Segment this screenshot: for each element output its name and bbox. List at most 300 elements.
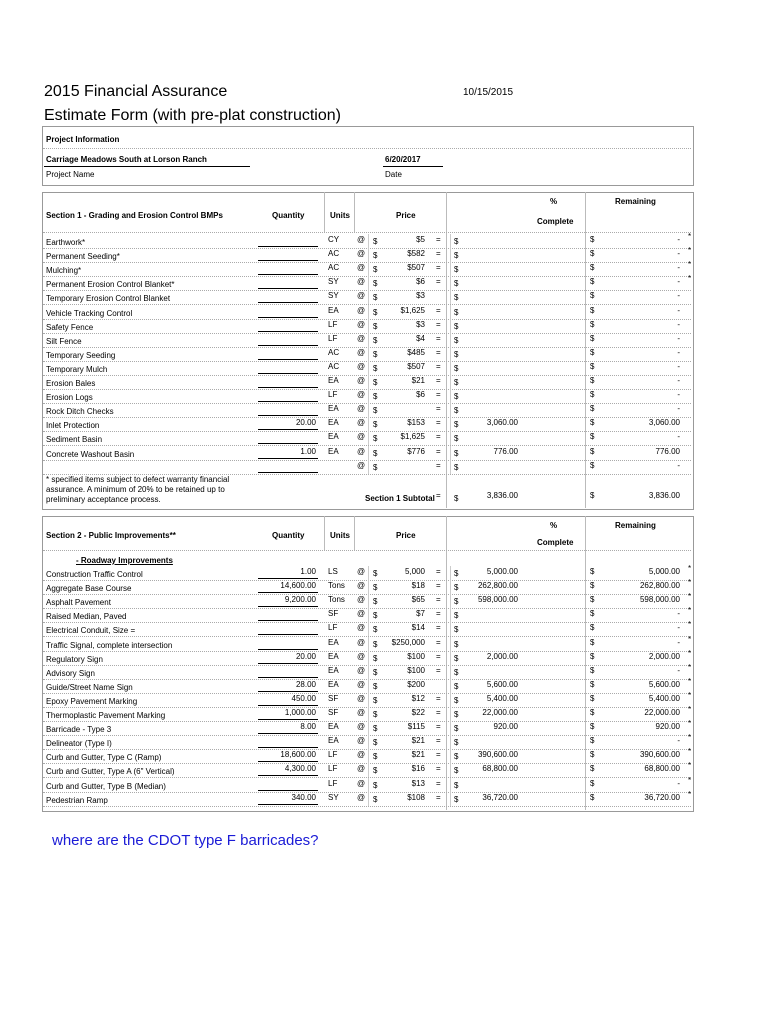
- table-row: [0, 431, 770, 445]
- warranty-star: *: [688, 232, 692, 241]
- remaining-dollar: $: [590, 722, 595, 732]
- remaining-cell: -: [677, 347, 680, 357]
- table-row: [0, 789, 770, 806]
- remaining-cell: -: [677, 623, 680, 633]
- price-cell: $3: [416, 291, 425, 301]
- column-divider: [368, 403, 369, 417]
- item-name: Inlet Protection: [46, 421, 100, 431]
- column-divider: [450, 305, 451, 319]
- quantity-underline: [258, 775, 318, 776]
- quantity-underline: [258, 691, 318, 692]
- quantity-underline: [258, 747, 318, 748]
- equals-sign: =: [436, 637, 441, 647]
- total-dollar: $: [454, 583, 459, 593]
- quantity-underline: [258, 761, 318, 762]
- at-symbol: @: [357, 361, 366, 371]
- section2-col-percent: %: [550, 521, 558, 530]
- price-dollar: $: [373, 462, 378, 472]
- price-cell: $485: [407, 347, 425, 357]
- column-divider: [368, 248, 369, 262]
- total-dollar: $: [454, 392, 459, 402]
- table-row: [0, 662, 770, 679]
- item-name: Temporary Erosion Control Blanket: [46, 294, 171, 304]
- quantity-underline: [258, 578, 318, 579]
- unit-cell: EA: [328, 637, 339, 647]
- item-name: Asphalt Pavement: [46, 598, 111, 608]
- at-symbol: @: [357, 567, 366, 576]
- remaining-cell: -: [677, 460, 680, 470]
- table-row: [0, 608, 770, 622]
- unit-cell: Tons: [328, 595, 345, 605]
- total-dollar: $: [454, 724, 459, 734]
- price-cell: $21: [411, 376, 425, 385]
- at-symbol: @: [357, 665, 366, 675]
- total-dollar: $: [454, 681, 459, 691]
- quantity-cell[interactable]: 20.00: [295, 651, 316, 661]
- column-divider: [450, 735, 451, 749]
- quantity-underline: [258, 649, 318, 650]
- price-cell: $5: [416, 235, 425, 244]
- total-cell: 5,600.00: [486, 679, 518, 689]
- table-row: [0, 594, 770, 608]
- item-name: Mulching*: [46, 266, 82, 276]
- remaining-cell: 920.00: [655, 722, 680, 732]
- at-symbol: @: [357, 693, 366, 703]
- quantity-underline: [258, 592, 318, 593]
- column-divider: [368, 622, 369, 636]
- remaining-cell: -: [677, 609, 680, 619]
- column-divider: [450, 361, 451, 375]
- warranty-star: *: [688, 620, 692, 630]
- column-divider: [368, 417, 369, 431]
- at-symbol: @: [357, 263, 366, 273]
- warranty-star: *: [688, 564, 692, 573]
- column-divider: [368, 735, 369, 749]
- price-dollar: $: [373, 569, 378, 578]
- unit-cell: SY: [328, 291, 339, 301]
- unit-cell: SF: [328, 693, 339, 703]
- column-divider: [450, 693, 451, 707]
- total-cell: 262,800.00: [477, 581, 518, 591]
- column-divider: [450, 262, 451, 276]
- column-divider: [368, 693, 369, 707]
- item-name: Vehicle Tracking Control: [46, 308, 133, 318]
- price-dollar: $: [373, 794, 378, 804]
- price-cell: $21: [411, 736, 425, 746]
- total-cell: 920.00: [493, 722, 518, 732]
- total-dollar: $: [454, 406, 459, 416]
- quantity-cell[interactable]: 1,000.00: [284, 708, 316, 717]
- section1-subtotal-dollar: $: [454, 494, 459, 503]
- at-symbol: @: [357, 595, 366, 605]
- quantity-cell[interactable]: 4,300.00: [284, 764, 316, 774]
- remaining-dollar: $: [590, 708, 595, 717]
- price-cell: $4: [416, 333, 425, 343]
- table-row: [0, 319, 770, 333]
- project-date-value[interactable]: 6/20/2017: [385, 155, 421, 164]
- price-dollar: $: [373, 766, 378, 776]
- price-cell: $14: [411, 623, 425, 633]
- equals-sign: =: [436, 249, 441, 259]
- unit-cell: EA: [328, 651, 339, 661]
- unit-cell: EA: [328, 376, 339, 385]
- unit-cell: EA: [328, 418, 339, 428]
- price-cell: $250,000: [391, 637, 425, 647]
- price-dollar: $: [373, 639, 378, 649]
- total-dollar: $: [454, 695, 459, 705]
- price-cell: $6: [416, 390, 425, 400]
- unit-cell: LS: [328, 567, 338, 576]
- total-cell: 5,000.00: [486, 567, 518, 576]
- column-divider: [368, 707, 369, 721]
- price-dollar: $: [373, 653, 378, 663]
- section1-col-quantity: Quantity: [272, 211, 305, 220]
- total-dollar: $: [454, 780, 459, 790]
- table-row: [0, 566, 770, 580]
- item-name: Temporary Seeding: [46, 350, 116, 360]
- column-divider: [368, 290, 369, 304]
- quantity-cell[interactable]: 450.00: [291, 693, 316, 703]
- at-symbol: @: [357, 623, 366, 633]
- table-row: [0, 648, 770, 665]
- remaining-cell: 36,720.00: [644, 792, 680, 802]
- quantity-underline: [258, 429, 318, 430]
- warranty-star: *: [688, 775, 692, 785]
- remaining-dollar: $: [590, 277, 595, 287]
- section1-col-units: Units: [330, 211, 350, 220]
- remaining-dollar: $: [590, 623, 595, 633]
- quantity-underline: [258, 373, 318, 374]
- item-name: Thermoplastic Pavement Marking: [46, 711, 166, 720]
- price-dollar: $: [373, 406, 378, 416]
- unit-cell: EA: [328, 404, 339, 414]
- table-row: [0, 735, 770, 749]
- price-dollar: $: [373, 392, 378, 402]
- unit-cell: AC: [328, 263, 340, 273]
- unit-cell: SY: [328, 277, 339, 287]
- price-dollar: $: [373, 681, 378, 691]
- item-name: Safety Fence: [46, 322, 94, 332]
- price-dollar: $: [373, 780, 378, 790]
- section1-footnote: * specified items subject to defect warranty financial assurance. A minimum of 20% to be retained up to preliminary acceptance process.: [46, 475, 230, 504]
- total-cell: 2,000.00: [486, 651, 518, 661]
- remaining-dollar: $: [590, 567, 595, 576]
- section2-title: Section 2 - Public Improvements**: [46, 531, 176, 540]
- price-dollar: $: [373, 448, 378, 458]
- unit-cell: LF: [328, 390, 338, 400]
- column-divider: [368, 721, 369, 735]
- remaining-cell: -: [677, 249, 680, 259]
- section2-col-remaining: Remaining: [615, 521, 656, 530]
- section1-col-price: Price: [396, 211, 416, 220]
- column-divider: [368, 594, 369, 608]
- total-cell: 776.00: [493, 446, 518, 456]
- equals-sign: =: [436, 333, 441, 343]
- remaining-dollar: $: [590, 736, 595, 746]
- price-dollar: $: [373, 378, 378, 387]
- section1-subtotal-value: 3,836.00: [486, 491, 518, 500]
- remaining-dollar: $: [590, 347, 595, 357]
- at-symbol: @: [357, 432, 366, 442]
- total-dollar: $: [454, 448, 459, 458]
- item-name: Permanent Erosion Control Blanket*: [46, 280, 175, 290]
- column-divider: [450, 749, 451, 763]
- remaining-cell: 5,600.00: [648, 679, 680, 689]
- project-date-label: Date: [385, 170, 402, 179]
- quantity-cell[interactable]: 1.00: [300, 446, 316, 456]
- quantity-cell[interactable]: 28.00: [295, 679, 316, 689]
- remaining-cell: -: [677, 637, 680, 647]
- project-name-value[interactable]: Carriage Meadows South at Lorson Ranch: [46, 155, 207, 164]
- item-name: Electrical Conduit, Size =: [46, 626, 136, 636]
- at-symbol: @: [357, 764, 366, 774]
- remaining-cell: -: [677, 390, 680, 400]
- column-divider: [368, 763, 369, 777]
- total-cell: 22,000.00: [482, 708, 518, 717]
- unit-cell: SF: [328, 708, 339, 717]
- remaining-cell: 262,800.00: [639, 581, 680, 591]
- equals-sign: =: [436, 736, 441, 746]
- column-divider: [368, 375, 369, 389]
- at-symbol: @: [357, 708, 366, 717]
- total-dollar: $: [454, 420, 459, 430]
- item-name: Silt Fence: [46, 336, 82, 346]
- quantity-underline: [258, 733, 318, 734]
- warranty-star: *: [688, 274, 692, 284]
- section1-subtotal-label: Section 1 Subtotal: [365, 494, 435, 503]
- table-row: [0, 763, 770, 777]
- remaining-dollar: $: [590, 693, 595, 703]
- at-symbol: @: [357, 418, 366, 428]
- quantity-underline: [258, 246, 318, 247]
- column-divider: [368, 778, 369, 792]
- item-name: Epoxy Pavement Marking: [46, 696, 138, 706]
- remaining-cell: 2,000.00: [648, 651, 680, 661]
- column-divider: [450, 403, 451, 417]
- at-symbol: @: [357, 679, 366, 689]
- table-row: [0, 446, 770, 460]
- quantity-cell[interactable]: 340.00: [291, 792, 316, 802]
- price-dollar: $: [373, 667, 378, 677]
- remaining-cell: -: [677, 277, 680, 287]
- remaining-cell: -: [677, 736, 680, 746]
- at-symbol: @: [357, 291, 366, 301]
- remaining-cell: 776.00: [655, 446, 680, 456]
- total-dollar: $: [454, 738, 459, 748]
- section1-col-percent: %: [550, 197, 558, 206]
- column-divider: [450, 594, 451, 608]
- remaining-cell: -: [677, 432, 680, 442]
- unit-cell: AC: [328, 249, 340, 259]
- quantity-underline: [258, 359, 318, 360]
- price-cell: $65: [411, 595, 425, 605]
- warranty-star: *: [688, 260, 692, 270]
- column-divider: [368, 305, 369, 319]
- remaining-cell: -: [677, 291, 680, 301]
- quantity-underline: [258, 606, 318, 607]
- remaining-cell: 3,060.00: [648, 418, 680, 428]
- quantity-underline: [258, 790, 318, 791]
- column-divider: [450, 665, 451, 679]
- equals-sign: =: [436, 581, 441, 591]
- price-cell: $108: [407, 792, 425, 802]
- price-dollar: $: [373, 349, 378, 359]
- equals-sign: =: [436, 764, 441, 774]
- remaining-dollar: $: [590, 665, 595, 675]
- remaining-dollar: $: [590, 235, 595, 244]
- price-cell: $582: [407, 249, 425, 259]
- table-row: [0, 634, 770, 651]
- total-dollar: $: [454, 363, 459, 373]
- column-divider: [368, 651, 369, 665]
- warranty-star: *: [688, 705, 692, 714]
- price-cell: $22: [411, 708, 425, 717]
- at-symbol: @: [357, 235, 366, 244]
- item-name: Rock Ditch Checks: [46, 407, 114, 417]
- at-symbol: @: [357, 637, 366, 647]
- price-cell: $3: [416, 319, 425, 329]
- remaining-cell: 68,800.00: [644, 764, 680, 774]
- price-dollar: $: [373, 335, 378, 345]
- equals-sign: =: [436, 319, 441, 329]
- remaining-dollar: $: [590, 333, 595, 343]
- total-cell: 3,060.00: [486, 418, 518, 428]
- form-date: 10/15/2015: [463, 87, 514, 98]
- section2-col-units: Units: [330, 531, 350, 540]
- total-dollar: $: [454, 752, 459, 762]
- remaining-cell: -: [677, 778, 680, 788]
- column-divider: [450, 707, 451, 721]
- warranty-star: *: [688, 246, 692, 256]
- table-row: [0, 775, 770, 792]
- table-row: [0, 721, 770, 735]
- item-name: Regulatory Sign: [46, 654, 103, 664]
- item-name: Curb and Gutter, Type A (6" Vertical): [46, 767, 175, 777]
- item-name: Guide/Street Name Sign: [46, 682, 133, 692]
- equals-sign: =: [436, 305, 441, 315]
- quantity-underline: [258, 719, 318, 720]
- at-symbol: @: [357, 581, 366, 591]
- unit-cell: SF: [328, 609, 339, 619]
- price-cell: 5,000: [404, 567, 425, 576]
- remaining-dollar: $: [590, 418, 595, 428]
- warranty-star: *: [688, 648, 692, 658]
- at-symbol: @: [357, 460, 366, 470]
- remaining-cell: -: [677, 319, 680, 329]
- remaining-dollar: $: [590, 404, 595, 414]
- column-divider: [450, 622, 451, 636]
- equals-sign: =: [436, 693, 441, 703]
- at-symbol: @: [357, 404, 366, 414]
- quantity-cell[interactable]: 8.00: [300, 722, 316, 732]
- price-dollar: $: [373, 321, 378, 331]
- column-divider: [368, 234, 369, 248]
- warranty-star: *: [688, 733, 692, 743]
- unit-cell: LF: [328, 778, 338, 788]
- quantity-underline: [258, 804, 318, 805]
- price-dollar: $: [373, 738, 378, 748]
- total-dollar: $: [454, 378, 459, 387]
- warranty-star: *: [688, 676, 692, 686]
- remaining-dollar: $: [590, 249, 595, 259]
- price-cell: $6: [416, 277, 425, 287]
- column-divider: [450, 333, 451, 347]
- total-dollar: $: [454, 653, 459, 663]
- equals-sign: =: [436, 263, 441, 273]
- warranty-star: *: [688, 719, 692, 729]
- quantity-underline: [258, 260, 318, 261]
- unit-cell: EA: [328, 679, 339, 689]
- table-row: [0, 234, 770, 248]
- section1-col-remaining: Remaining: [615, 197, 656, 206]
- remaining-dollar: $: [590, 778, 595, 788]
- at-symbol: @: [357, 390, 366, 400]
- column-divider: [450, 276, 451, 290]
- unit-cell: CY: [328, 235, 340, 244]
- form-subtitle: Estimate Form (with pre-plat construction): [44, 107, 341, 124]
- unit-cell: AC: [328, 361, 340, 371]
- column-divider: [450, 763, 451, 777]
- project-name-label: Project Name: [46, 170, 95, 179]
- item-name: Sediment Basin: [46, 435, 103, 445]
- column-divider: [450, 608, 451, 622]
- at-symbol: @: [357, 249, 366, 259]
- warranty-star: *: [688, 789, 692, 799]
- column-divider: [368, 637, 369, 651]
- price-dollar: $: [373, 724, 378, 734]
- total-dollar: $: [454, 625, 459, 635]
- column-divider: [450, 319, 451, 333]
- remaining-dollar: $: [590, 305, 595, 315]
- price-cell: $12: [411, 693, 425, 703]
- item-name: Temporary Mulch: [46, 364, 108, 374]
- at-symbol: @: [357, 333, 366, 343]
- remaining-dollar: $: [590, 651, 595, 661]
- remaining-dollar: $: [590, 263, 595, 273]
- item-name: Aggregate Base Course: [46, 584, 132, 594]
- row-divider: [43, 806, 691, 807]
- table-row: [0, 676, 770, 693]
- item-name: Curb and Gutter, Type B (Median): [46, 781, 166, 791]
- price-dollar: $: [373, 710, 378, 719]
- quantity-cell[interactable]: 14,600.00: [280, 581, 316, 591]
- total-dollar: $: [454, 569, 459, 578]
- quantity-cell[interactable]: 20.00: [295, 418, 316, 428]
- quantity-cell[interactable]: 18,600.00: [280, 750, 316, 760]
- quantity-cell[interactable]: 9,200.00: [284, 595, 316, 605]
- price-cell: $1,625: [400, 305, 425, 315]
- total-cell: 68,800.00: [482, 764, 518, 774]
- equals-sign: =: [436, 277, 441, 287]
- quantity-cell[interactable]: 1.00: [300, 567, 316, 576]
- at-symbol: @: [357, 446, 366, 456]
- table-row: [0, 361, 770, 375]
- quantity-underline: [258, 663, 318, 664]
- column-divider: [368, 460, 369, 474]
- warranty-star: *: [688, 606, 692, 616]
- warranty-star: *: [688, 690, 692, 700]
- price-dollar: $: [373, 420, 378, 430]
- remaining-cell: 5,400.00: [648, 693, 680, 703]
- item-name: Barricade - Type 3: [46, 725, 112, 735]
- unit-cell: LF: [328, 750, 338, 760]
- column-divider: [368, 792, 369, 806]
- total-dollar: $: [454, 335, 459, 345]
- quantity-underline: [258, 317, 318, 318]
- quantity-underline: [258, 634, 318, 635]
- section1-subtotal-remaining-dollar: $: [590, 491, 595, 500]
- price-cell: $21: [411, 750, 425, 760]
